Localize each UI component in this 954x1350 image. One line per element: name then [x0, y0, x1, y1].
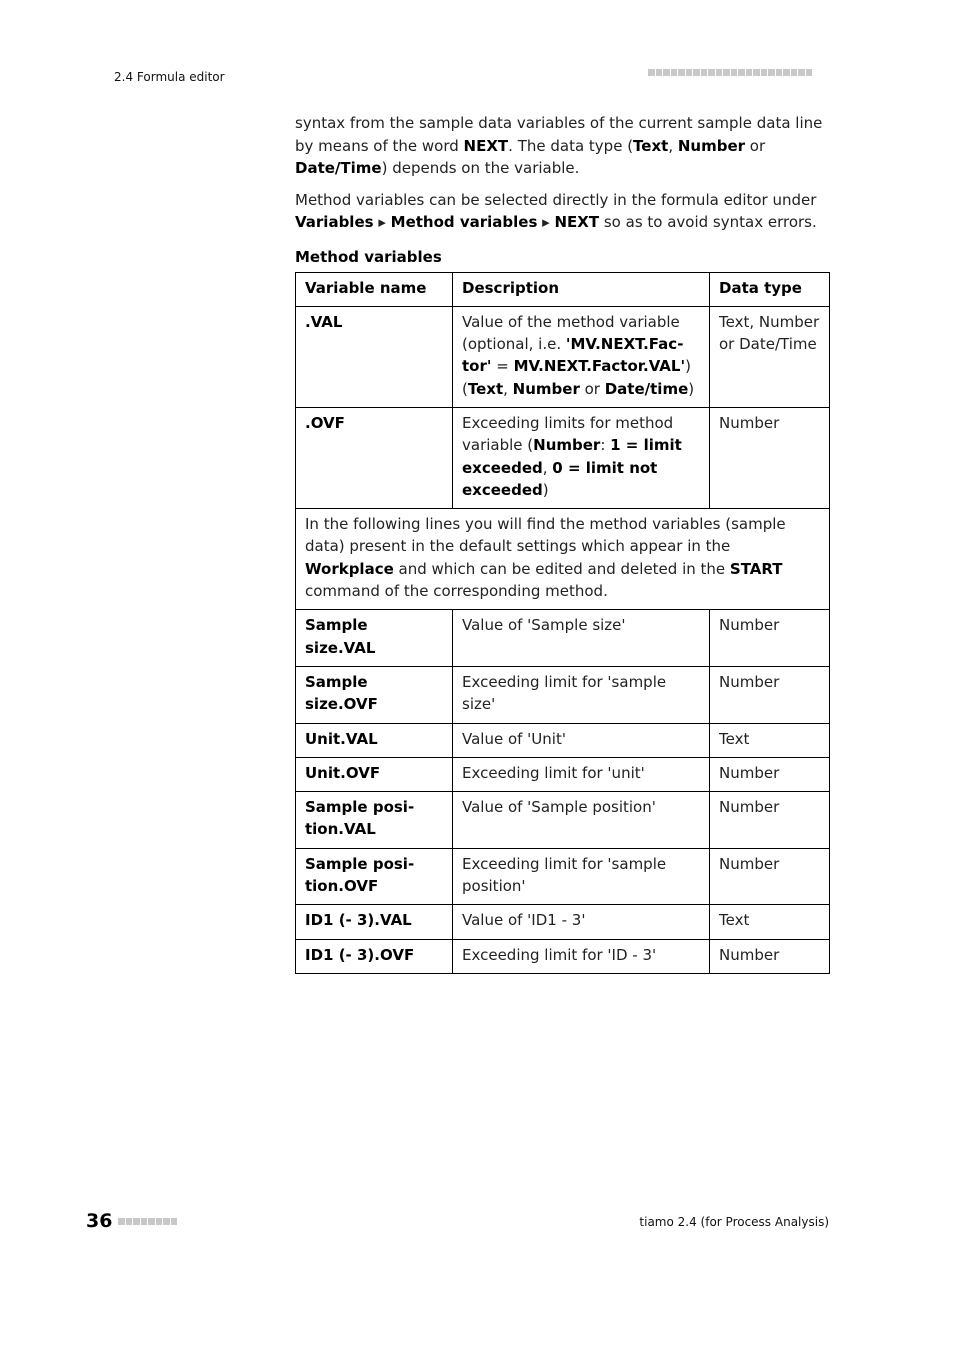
- header-square: [648, 69, 655, 76]
- footer-square: [118, 1218, 125, 1225]
- footer-square: [163, 1218, 170, 1225]
- table-row: [296, 939, 830, 973]
- header-square: [693, 69, 700, 76]
- header-square: [716, 69, 723, 76]
- footer-square: [148, 1218, 155, 1225]
- header-variable-name: Variable name: [296, 272, 453, 306]
- variable-name: Sample size.OVF: [296, 666, 453, 723]
- variable-name: ID1 (- 3).OVF: [296, 939, 453, 973]
- variable-description: Exceeding limit for 'sample position': [453, 848, 710, 905]
- variable-name: .VAL: [296, 306, 453, 407]
- header-data-type: Data type: [710, 272, 830, 306]
- footer-square: [126, 1218, 133, 1225]
- variable-data-type: Number: [710, 666, 830, 723]
- method-variables-table: [295, 272, 830, 974]
- table-body: [296, 610, 830, 974]
- variable-data-type: Number: [710, 792, 830, 849]
- header-square: [753, 69, 760, 76]
- variable-name: Unit.VAL: [296, 723, 453, 757]
- variable-name: Sample position.OVF: [296, 848, 453, 905]
- table-note: In the following lines you will find the method variables (sample data) present in the default settings which appear in the Workplace and which can be edited and deleted in the START command of the corresponding method.: [296, 509, 830, 610]
- table-header-row: [296, 272, 830, 306]
- variable-data-type: Text, Number or Date/Time: [710, 306, 830, 407]
- variable-description: Exceeding limit for 'ID - 3': [453, 939, 710, 973]
- paragraph-syntax: syntax from the sample data variables of the current sample data line by means of the word NEXT. The data type (Text, Number or Date/Time) depends on the variable.: [295, 114, 823, 177]
- variable-description: Exceeding limits for method variable (Number: 1 = limit exceeded, 0 = limit not exceeded): [453, 407, 710, 508]
- footer-decoration: [118, 1218, 177, 1225]
- variable-name: Sample position.VAL: [296, 792, 453, 849]
- header-description: Description: [453, 272, 710, 306]
- header-square: [671, 69, 678, 76]
- variable-description: Value of 'Sample position': [453, 792, 710, 849]
- variable-description: Value of the method variable (optional, i.e. 'MV.NEXT.Factor' = MV.NEXT.Factor.VAL') (Text, Number or Date/time): [453, 306, 710, 407]
- header-square: [678, 69, 685, 76]
- menu-arrow-icon: ▸: [373, 213, 391, 231]
- header-square: [731, 69, 738, 76]
- page-content: [295, 112, 829, 974]
- header-decoration: [648, 69, 812, 76]
- variable-data-type: Number: [710, 757, 830, 791]
- variable-data-type: Text: [710, 723, 830, 757]
- variable-data-type: Number: [710, 939, 830, 973]
- header-square: [798, 69, 805, 76]
- variable-description: Value of 'ID1 - 3': [453, 905, 710, 939]
- variable-name: .OVF: [296, 407, 453, 508]
- header-square: [701, 69, 708, 76]
- header-square: [686, 69, 693, 76]
- page-number: 36: [86, 1210, 113, 1232]
- table-row: [296, 666, 830, 723]
- header-square: [738, 69, 745, 76]
- variable-data-type: Number: [710, 407, 830, 508]
- table-row: [296, 757, 830, 791]
- table-row: [296, 723, 830, 757]
- header-square: [656, 69, 663, 76]
- variable-description: Value of 'Unit': [453, 723, 710, 757]
- table-row: [296, 610, 830, 667]
- menu-arrow-icon: ▸: [537, 213, 555, 231]
- variable-data-type: Number: [710, 610, 830, 667]
- table-title: Method variables: [295, 247, 442, 266]
- header-square: [746, 69, 753, 76]
- variable-description: Value of 'Sample size': [453, 610, 710, 667]
- header-square: [791, 69, 798, 76]
- header-square: [783, 69, 790, 76]
- table-note-row: [296, 509, 830, 610]
- footer-page: [86, 1210, 177, 1232]
- variable-description: Exceeding limit for 'sample size': [453, 666, 710, 723]
- table-row: [296, 905, 830, 939]
- variable-data-type: Text: [710, 905, 830, 939]
- header-square: [663, 69, 670, 76]
- footer-square: [133, 1218, 140, 1225]
- running-header-section: 2.4 Formula editor: [114, 70, 225, 84]
- variable-data-type: Number: [710, 848, 830, 905]
- header-square: [723, 69, 730, 76]
- paragraph-method-variables: Method variables can be selected directly in the formula editor under Variables ▸ Method variables ▸ NEXT so as to avoid syntax errors.: [295, 190, 817, 231]
- header-square: [806, 69, 813, 76]
- header-square: [761, 69, 768, 76]
- footer-square: [171, 1218, 178, 1225]
- header-square: [768, 69, 775, 76]
- variable-description: Exceeding limit for 'unit': [453, 757, 710, 791]
- variable-name: ID1 (- 3).VAL: [296, 905, 453, 939]
- table-row: [296, 848, 830, 905]
- footer-square: [156, 1218, 163, 1225]
- header-square: [708, 69, 715, 76]
- variable-name: Sample size.VAL: [296, 610, 453, 667]
- footer-square: [141, 1218, 148, 1225]
- variable-name: Unit.OVF: [296, 757, 453, 791]
- header-square: [776, 69, 783, 76]
- table-row: [296, 306, 830, 407]
- table-row: [296, 792, 830, 849]
- footer-product: tiamo 2.4 (for Process Analysis): [639, 1215, 829, 1229]
- table-row: [296, 407, 830, 508]
